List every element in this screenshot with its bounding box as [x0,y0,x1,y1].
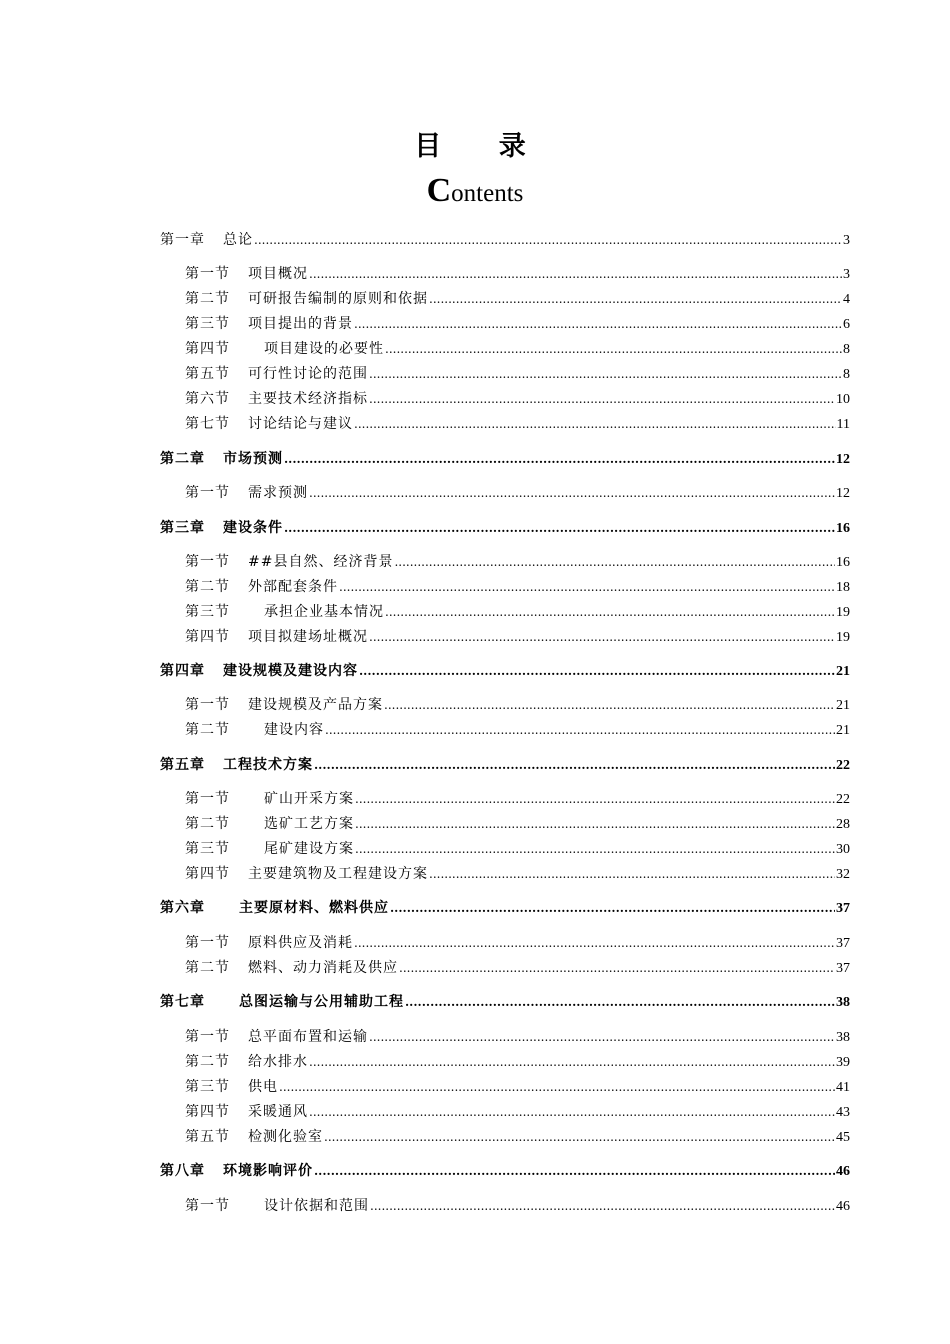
toc-entry-number: 第一节 [185,266,230,282]
toc-entry-number: 第七章 [160,994,205,1010]
toc-section-entry[interactable] [185,1127,850,1147]
toc-dot-leader [394,552,835,572]
toc-entry-title: 工程技术方案 [223,757,313,773]
toc-page-number: 21 [836,698,850,713]
toc-entry-number: 第一节 [185,1029,230,1045]
toc-chapter-entry[interactable] [160,661,850,681]
toc-entry-number: 第三节 [185,604,230,620]
toc-entry-title: 承担企业基本情况 [264,604,384,620]
toc-section-entry[interactable] [185,958,850,978]
toc-dot-leader [405,992,835,1012]
toc-section-entry[interactable] [185,814,850,834]
toc-chapter-entry[interactable] [160,898,850,918]
toc-section-entry[interactable] [185,314,850,334]
toc-dot-leader [314,1161,835,1181]
toc-page-number: 46 [836,1164,850,1179]
toc-section-entry[interactable] [185,789,850,809]
toc-page-number: 22 [836,758,850,773]
toc-entry-number: 第一节 [185,485,230,501]
toc-entry-title: 给水排水 [248,1054,308,1070]
toc-dot-leader [384,695,835,715]
toc-entry-title: 主要原材料、燃料供应 [239,900,389,916]
toc-entry-title: 建设规模及建设内容 [223,663,358,679]
toc-entry-number: 第二节 [185,816,230,832]
toc-page-number: 41 [836,1080,850,1095]
toc-entry-number: 第一章 [160,232,205,248]
toc-section-entry[interactable] [185,1077,850,1097]
toc-page-number: 46 [836,1199,850,1214]
toc-entry-number: 第七节 [185,416,230,432]
toc-section-entry[interactable] [185,414,850,434]
toc-chapter-entry[interactable] [160,518,850,538]
toc-dot-leader [309,1102,835,1122]
toc-page-number: 10 [836,392,850,407]
toc-entry-title: 总平面布置和运输 [248,1029,368,1045]
toc-page-number: 3 [843,267,850,282]
toc-entry-title: 尾矿建设方案 [264,841,354,857]
toc-section-entry[interactable] [185,1027,850,1047]
toc-section-entry[interactable] [185,364,850,384]
toc-chapter-entry[interactable] [160,755,850,775]
toc-entry-number: 第二章 [160,451,205,467]
toc-dot-leader [355,789,835,809]
toc-dot-leader [354,414,836,434]
toc-section-entry[interactable] [185,839,850,859]
toc-entry-number: 第一节 [185,554,230,570]
toc-section-entry[interactable] [185,720,850,740]
toc-entry-title: 外部配套条件 [248,579,338,595]
toc-section-entry[interactable] [185,289,850,309]
toc-entry-number: 第三章 [160,520,205,536]
toc-page-number: 21 [836,723,850,738]
toc-entry-number: 第五节 [185,1129,230,1145]
toc-dot-leader [369,1027,835,1047]
toc-page-number: 18 [836,580,850,595]
toc-dot-leader [314,755,835,775]
toc-entry-title: 采暖通风 [248,1104,308,1120]
toc-dot-leader [254,230,842,250]
toc-page-number: 16 [836,555,850,570]
toc-entry-title: 建设规模及产品方案 [248,697,383,713]
toc-entry-number: 第二节 [185,722,230,738]
toc-entry-number: 第四节 [185,866,230,882]
toc-entry-title: 讨论结论与建议 [248,416,353,432]
toc-entry-title: 需求预测 [248,485,308,501]
toc-page-number: 38 [836,1030,850,1045]
toc-entry-number: 第三节 [185,316,230,332]
toc-entry-number: 第一节 [185,697,230,713]
toc-entry-number: 第二节 [185,291,230,307]
toc-page-number: 45 [836,1130,850,1145]
toc-entry-title: 可研报告编制的原则和依据 [248,291,428,307]
subtitle-initial: C [426,172,452,209]
toc-dot-leader [359,661,835,681]
toc-entry-number: 第四章 [160,663,205,679]
toc-entry-number: 第一节 [185,1198,230,1214]
toc-page-number: 19 [836,630,850,645]
toc-entry-number: 第三节 [185,1079,230,1095]
toc-chapter-entry[interactable] [160,992,850,1012]
toc-page-number: 43 [836,1105,850,1120]
toc-entry-title: 项目拟建场址概况 [248,629,368,645]
toc-page-number: 22 [836,792,850,807]
toc-entry-title: 供电 [248,1079,278,1095]
toc-dot-leader [284,518,835,538]
toc-entry-number: 第五章 [160,757,205,773]
toc-page-number: 37 [836,901,850,916]
toc-dot-leader [324,1127,835,1147]
toc-entry-number: 第六章 [160,900,205,916]
page-subtitle [0,172,950,210]
toc-page-number: 30 [836,842,850,857]
toc-entry-number: 第四节 [185,1104,230,1120]
toc-entry-number: 第五节 [185,366,230,382]
toc-dot-leader [385,602,835,622]
toc-entry-title: 矿山开采方案 [264,791,354,807]
subtitle-rest: ontents [451,180,524,207]
toc-page-number: 6 [843,317,850,332]
toc-section-entry[interactable] [185,389,850,409]
toc-entry-title: 原料供应及消耗 [248,935,353,951]
toc-page-number: 37 [836,961,850,976]
toc-dot-leader [390,898,835,918]
toc-section-entry[interactable] [185,339,850,359]
toc-entry-number: 第二节 [185,1054,230,1070]
toc-dot-leader [429,864,835,884]
toc-entry-title: 市场预测 [223,451,283,467]
toc-page-number: 4 [843,292,850,307]
toc-section-entry[interactable] [185,552,850,572]
toc-page-number: 19 [836,605,850,620]
toc-entry-number: 第一节 [185,791,230,807]
toc-dot-leader [369,627,835,647]
toc-section-entry[interactable] [185,1052,850,1072]
toc-page-number: 28 [836,817,850,832]
toc-entry-title: 设计依据和范围 [264,1198,369,1214]
toc-page-number: 12 [836,452,850,467]
toc-entry-title: 项目提出的背景 [248,316,353,332]
toc-chapter-entry[interactable] [160,230,850,250]
toc-dot-leader [354,314,842,334]
toc-section-entry[interactable] [185,483,850,503]
toc-dot-leader [309,264,842,284]
toc-entry-title: 总论 [223,232,253,248]
toc-entry-title: ##县自然、经济背景 [248,554,394,570]
toc-page-number: 3 [843,233,850,248]
toc-entry-number: 第四节 [185,341,230,357]
toc-entry-number: 第二节 [185,960,230,976]
toc-entry-number: 第六节 [185,391,230,407]
toc-entry-title: 主要技术经济指标 [248,391,368,407]
toc-dot-leader [399,958,835,978]
toc-dot-leader [279,1077,835,1097]
toc-dot-leader [369,389,835,409]
toc-section-entry[interactable] [185,602,850,622]
toc-section-entry[interactable] [185,864,850,884]
toc-dot-leader [370,1196,835,1216]
toc-entry-number: 第三节 [185,841,230,857]
toc-entry-title: 可行性讨论的范围 [248,366,368,382]
toc-chapter-entry[interactable] [160,449,850,469]
toc-section-entry[interactable] [185,1196,850,1216]
toc-entry-title: 主要建筑物及工程建设方案 [248,866,428,882]
toc-dot-leader [309,483,835,503]
toc-page-number: 38 [836,995,850,1010]
toc-dot-leader [385,339,842,359]
toc-page-number: 21 [836,664,850,679]
toc-dot-leader [355,839,835,859]
toc-dot-leader [429,289,842,309]
toc-entry-number: 第一节 [185,935,230,951]
toc-section-entry[interactable] [185,627,850,647]
toc-page-number: 11 [836,417,850,432]
page-title: 目 录 [414,131,550,162]
toc-page-number: 16 [836,521,850,536]
toc-entry-title: 选矿工艺方案 [264,816,354,832]
toc-section-entry[interactable] [185,1102,850,1122]
toc-section-entry[interactable] [185,695,850,715]
toc-page-number: 39 [836,1055,850,1070]
toc-entry-title: 建设条件 [223,520,283,536]
toc-dot-leader [369,364,842,384]
toc-entry-title: 建设内容 [264,722,324,738]
toc-chapter-entry[interactable] [160,1161,850,1181]
toc-entry-title: 检测化验室 [248,1129,323,1145]
toc-entry-number: 第八章 [160,1163,205,1179]
toc-entry-number: 第二节 [185,579,230,595]
toc-dot-leader [339,577,835,597]
toc-dot-leader [309,1052,835,1072]
toc-dot-leader [355,814,835,834]
toc-dot-leader [354,933,835,953]
toc-dot-leader [284,449,835,469]
toc-page-number: 12 [836,486,850,501]
toc-entry-title: 项目建设的必要性 [264,341,384,357]
toc-entry-title: 项目概况 [248,266,308,282]
toc-section-entry[interactable] [185,577,850,597]
toc-section-entry[interactable] [185,264,850,284]
toc-section-entry[interactable] [185,933,850,953]
toc-entry-number: 第四节 [185,629,230,645]
toc-entry-title: 总图运输与公用辅助工程 [239,994,404,1010]
toc-entry-title: 燃料、动力消耗及供应 [248,960,398,976]
toc-page-number: 32 [836,867,850,882]
toc-page-number: 8 [843,342,850,357]
toc-page-number: 8 [843,367,850,382]
toc-page-number: 37 [836,936,850,951]
toc-entry-title: 环境影响评价 [223,1163,313,1179]
toc-dot-leader [325,720,835,740]
